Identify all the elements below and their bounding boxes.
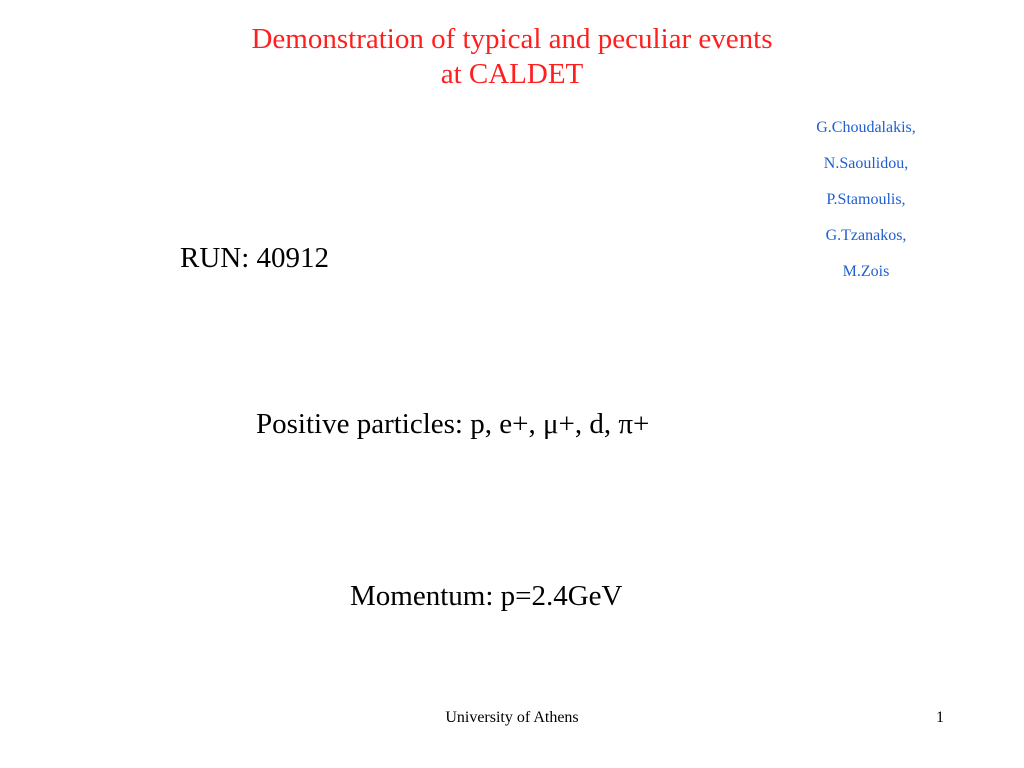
author-1: G.Choudalakis, [816,119,916,136]
slide-title [0,22,1024,92]
author-2: N.Saoulidou, [823,155,909,172]
author-4: G.Tzanakos, [825,227,907,244]
author-3: P.Stamoulis, [826,191,906,208]
footer-text: University of Athens [445,709,579,726]
particles-text: Positive particles: p, e+, μ+, d, π+ [256,408,650,440]
momentum-text: Momentum: p=2.4GeV [350,580,623,612]
author-list [766,110,966,290]
author-5: M.Zois [842,263,890,280]
slide-title-line-1: Demonstration of typical and peculiar events [251,23,773,55]
slide-title-line-2: at CALDET [440,58,584,90]
page-number: 1 [936,709,944,726]
run-number: RUN: 40912 [180,242,330,274]
